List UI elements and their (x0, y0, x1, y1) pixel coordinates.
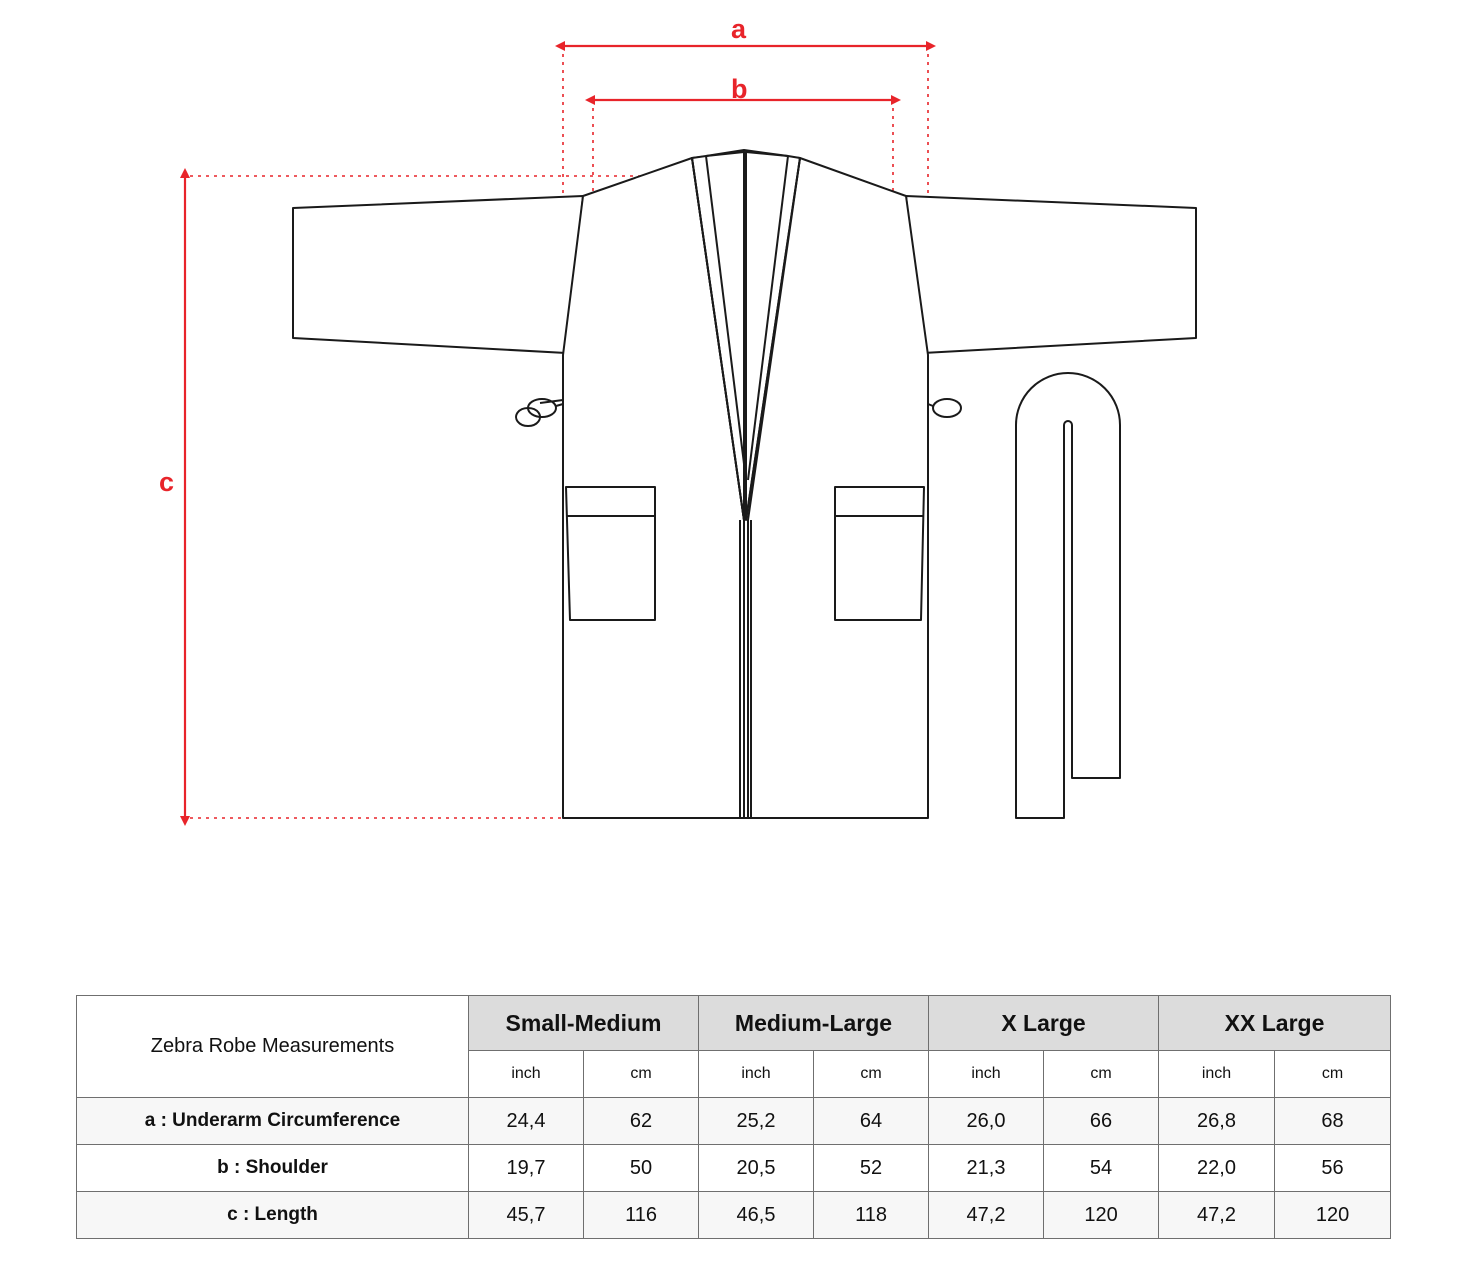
unit-small-medium-inch: inch (469, 1051, 584, 1098)
size-header-medium-large: Medium-Large (699, 996, 929, 1051)
table-title: Zebra Robe Measurements (77, 996, 469, 1098)
cell-b-xxl-cm: 56 (1275, 1145, 1391, 1192)
cell-c-xxl-inch: 47,2 (1159, 1192, 1275, 1239)
unit-small-medium-cm: cm (584, 1051, 699, 1098)
cell-b-xl-cm: 54 (1044, 1145, 1159, 1192)
cell-b-xxl-inch: 22,0 (1159, 1145, 1275, 1192)
cell-c-sm-inch: 45,7 (469, 1192, 584, 1239)
robe-belt (1016, 373, 1120, 818)
unit-x-large-inch: inch (929, 1051, 1044, 1098)
row-label-underarm-circumference: a : Underarm Circumference (77, 1098, 469, 1145)
cell-a-xxl-cm: 68 (1275, 1098, 1391, 1145)
cell-a-xl-cm: 66 (1044, 1098, 1159, 1145)
size-header-small-medium: Small-Medium (469, 996, 699, 1051)
row-label-shoulder: b : Shoulder (77, 1145, 469, 1192)
cell-c-xl-inch: 47,2 (929, 1192, 1044, 1239)
cell-b-ml-inch: 20,5 (699, 1145, 814, 1192)
dimension-label-a: a (731, 14, 747, 44)
table-row (77, 1098, 1391, 1145)
table-row (77, 1192, 1391, 1239)
cell-c-ml-cm: 118 (814, 1192, 929, 1239)
unit-medium-large-inch: inch (699, 1051, 814, 1098)
size-chart (76, 995, 1390, 1239)
cell-a-xxl-inch: 26,8 (1159, 1098, 1275, 1145)
dimension-label-b: b (731, 74, 748, 104)
dimension-label-c: c (159, 467, 175, 497)
cell-a-ml-cm: 64 (814, 1098, 929, 1145)
unit-x-large-cm: cm (1044, 1051, 1159, 1098)
row-label-length: c : Length (77, 1192, 469, 1239)
table-header-row (77, 996, 1391, 1051)
cell-a-sm-inch: 24,4 (469, 1098, 584, 1145)
cell-b-ml-cm: 52 (814, 1145, 929, 1192)
cell-a-ml-inch: 25,2 (699, 1098, 814, 1145)
cell-c-xl-cm: 120 (1044, 1192, 1159, 1239)
measurements-table (76, 995, 1391, 1239)
cell-c-xxl-cm: 120 (1275, 1192, 1391, 1239)
cell-a-sm-cm: 62 (584, 1098, 699, 1145)
size-header-x-large: X Large (929, 996, 1159, 1051)
table-row (77, 1145, 1391, 1192)
unit-xx-large-inch: inch (1159, 1051, 1275, 1098)
cell-c-sm-cm: 116 (584, 1192, 699, 1239)
cell-c-ml-inch: 46,5 (699, 1192, 814, 1239)
size-header-xx-large: XX Large (1159, 996, 1391, 1051)
cell-b-sm-inch: 19,7 (469, 1145, 584, 1192)
cell-b-xl-inch: 21,3 (929, 1145, 1044, 1192)
cell-a-xl-inch: 26,0 (929, 1098, 1044, 1145)
unit-xx-large-cm: cm (1275, 1051, 1391, 1098)
cell-b-sm-cm: 50 (584, 1145, 699, 1192)
unit-medium-large-cm: cm (814, 1051, 929, 1098)
